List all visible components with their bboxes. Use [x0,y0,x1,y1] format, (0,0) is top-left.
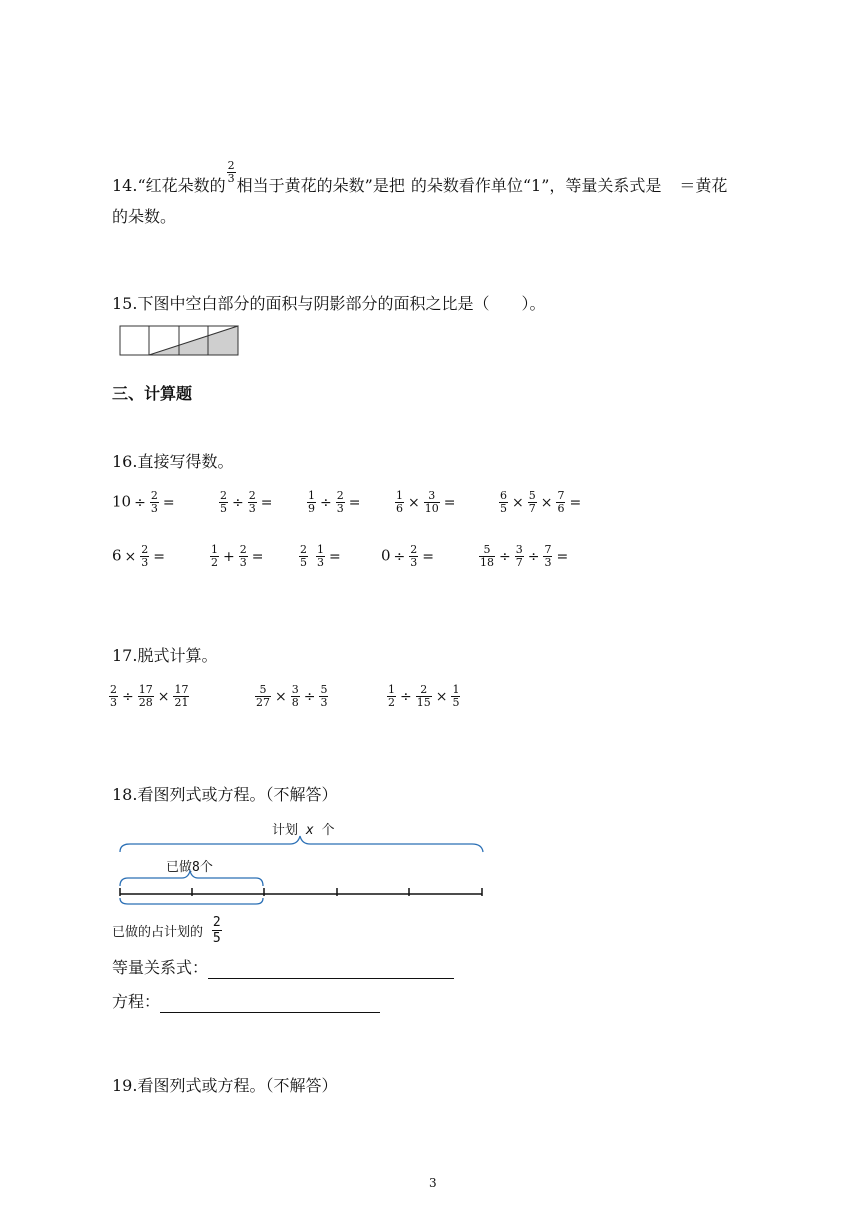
fraction: $\frac{1}{3}$ [317,543,324,569]
q14-frac-num: 2 [227,159,235,172]
q18-relation-row [112,957,454,979]
operator: × [124,548,137,565]
q18-plan-label: 计划 x 个 [272,823,335,838]
q18-done-bottom-brace [120,898,263,904]
q14-unit: 1 [531,176,542,195]
q18-plan-brace [120,836,483,852]
operator: ÷ [122,688,134,705]
q14-part4: ”，等量关系式是 [541,176,662,195]
fraction: $\frac{1}{9}$ [308,489,315,515]
q16-r1-e1 [112,490,178,515]
fraction: $\frac{17}{28}$ [138,683,153,709]
fraction: $\frac{7}{6}$ [557,489,565,515]
equals: = [569,494,582,511]
q16-r1-e5 [498,490,584,515]
fraction: $\frac{1}{2}$ [211,543,218,569]
equals: = [422,548,435,565]
fraction: $\frac{2}{3}$ [248,489,256,515]
fraction: $\frac{3}{7}$ [515,543,523,569]
operator: ÷ [393,548,406,565]
q18-ratio-label: 已做的占计划的 $\frac{2}{5}$ [112,915,221,946]
q16-title: 16.直接写得数。 [112,452,234,471]
q16-r1-e2 [218,490,275,515]
q14-part5: ＝黄花 [679,176,728,195]
fraction: $\frac{3}{8}$ [291,683,299,709]
equals: = [556,548,569,565]
q17-e3 [386,684,461,709]
q18-title: 18.看图列式或方程。（不解答） [112,785,338,804]
q14-part2: 相当于黄花的朵数”是把 [236,176,405,195]
fraction: $\frac{3}{10}$ [424,489,439,515]
q16-r1-e4 [394,490,458,515]
fraction: $\frac{1}{2}$ [388,683,395,709]
equals: = [348,494,361,511]
q14-part1: 14.“红花朵数的 [112,176,226,195]
operator: × [512,494,524,511]
q18-equation-label: 方程： [112,992,161,1011]
integer: 6 [112,546,122,565]
fraction: $\frac{1}{6}$ [396,489,403,515]
q17-title: 17.脱式计算。 [112,646,218,665]
q14-line2: 的朵数。 [112,207,177,226]
q17-e1 [108,684,190,709]
fraction: $\frac{2}{3}$ [150,489,158,515]
q14-line1 [112,159,728,199]
operator: × [435,688,448,705]
fraction: $\frac{2}{3}$ [336,489,344,515]
fraction: $\frac{5}{7}$ [528,489,536,515]
q18-line-diagram [110,832,495,912]
fraction: $\frac{5}{27}$ [256,683,270,709]
fraction: $\frac{17}{21}$ [174,683,189,709]
fraction: $\frac{2}{15}$ [416,683,431,709]
fraction: $\frac{5}{18}$ [480,543,494,569]
fraction: $\frac{2}{3}$ [110,683,117,709]
operator: × [275,688,287,705]
equals: = [329,548,341,565]
fraction: $\frac{2}{3}$ [141,543,149,569]
operator: ÷ [527,548,540,565]
q14-fraction [227,160,236,185]
q16-r2-e3 [298,544,344,569]
q16-r2-e2 [209,544,266,569]
integer: 10 [112,492,132,511]
q15-shaded-triangle [149,326,238,355]
operator: × [157,688,170,705]
section-3-heading: 三、计算题 [112,384,193,403]
q15-rectangle-figure [119,325,240,357]
q18-relation-blank[interactable] [208,960,454,979]
q18-done-top-brace [120,871,263,886]
q14-frac-den: 3 [227,172,235,185]
equals: = [162,494,175,511]
fraction: $\frac{7}{3}$ [544,543,552,569]
operator: ÷ [400,688,412,705]
fraction: $\frac{1}{5}$ [452,683,460,709]
fraction: $\frac{5}{3}$ [320,683,328,709]
integer: 0 [381,546,391,565]
q15-text: 15.下图中空白部分的面积与阴影部分的面积之比是（ ）。 [112,294,546,313]
fraction: $\frac{2}{5}$ [220,489,227,515]
operator: ÷ [499,548,511,565]
operator: ÷ [320,494,332,511]
q18-relation-label: 等量关系式： [112,958,209,977]
q18-done-label: 已做8个 [166,860,213,875]
q18-ratio-fraction: $\frac{2}{5}$ [212,915,221,946]
fraction: $\frac{6}{5}$ [500,489,507,515]
page-number: 3 [429,1176,437,1190]
operator: + [223,548,235,565]
q16-r2-e1 [112,544,168,569]
q16-r1-e3 [306,490,363,515]
q18-equation-row [112,991,380,1013]
fraction: $\frac{2}{3}$ [410,543,418,569]
fraction: $\frac{2}{5}$ [300,543,307,569]
operator: ÷ [232,494,244,511]
q18-equation-blank[interactable] [160,994,380,1013]
equals: = [251,548,264,565]
fraction: $\frac{2}{3}$ [239,543,247,569]
operator: × [540,494,553,511]
equals: = [260,494,273,511]
q19-title: 19.看图列式或方程。（不解答） [112,1076,338,1095]
operator: ÷ [303,688,316,705]
q17-e2 [254,684,329,709]
q16-r2-e5 [478,544,571,569]
operator: × [408,494,420,511]
q14-part3: 的朵数看作单位“ [410,176,532,195]
equals: = [153,548,166,565]
q16-r2-e4 [381,544,437,569]
equals: = [443,494,456,511]
operator: ÷ [134,494,146,511]
